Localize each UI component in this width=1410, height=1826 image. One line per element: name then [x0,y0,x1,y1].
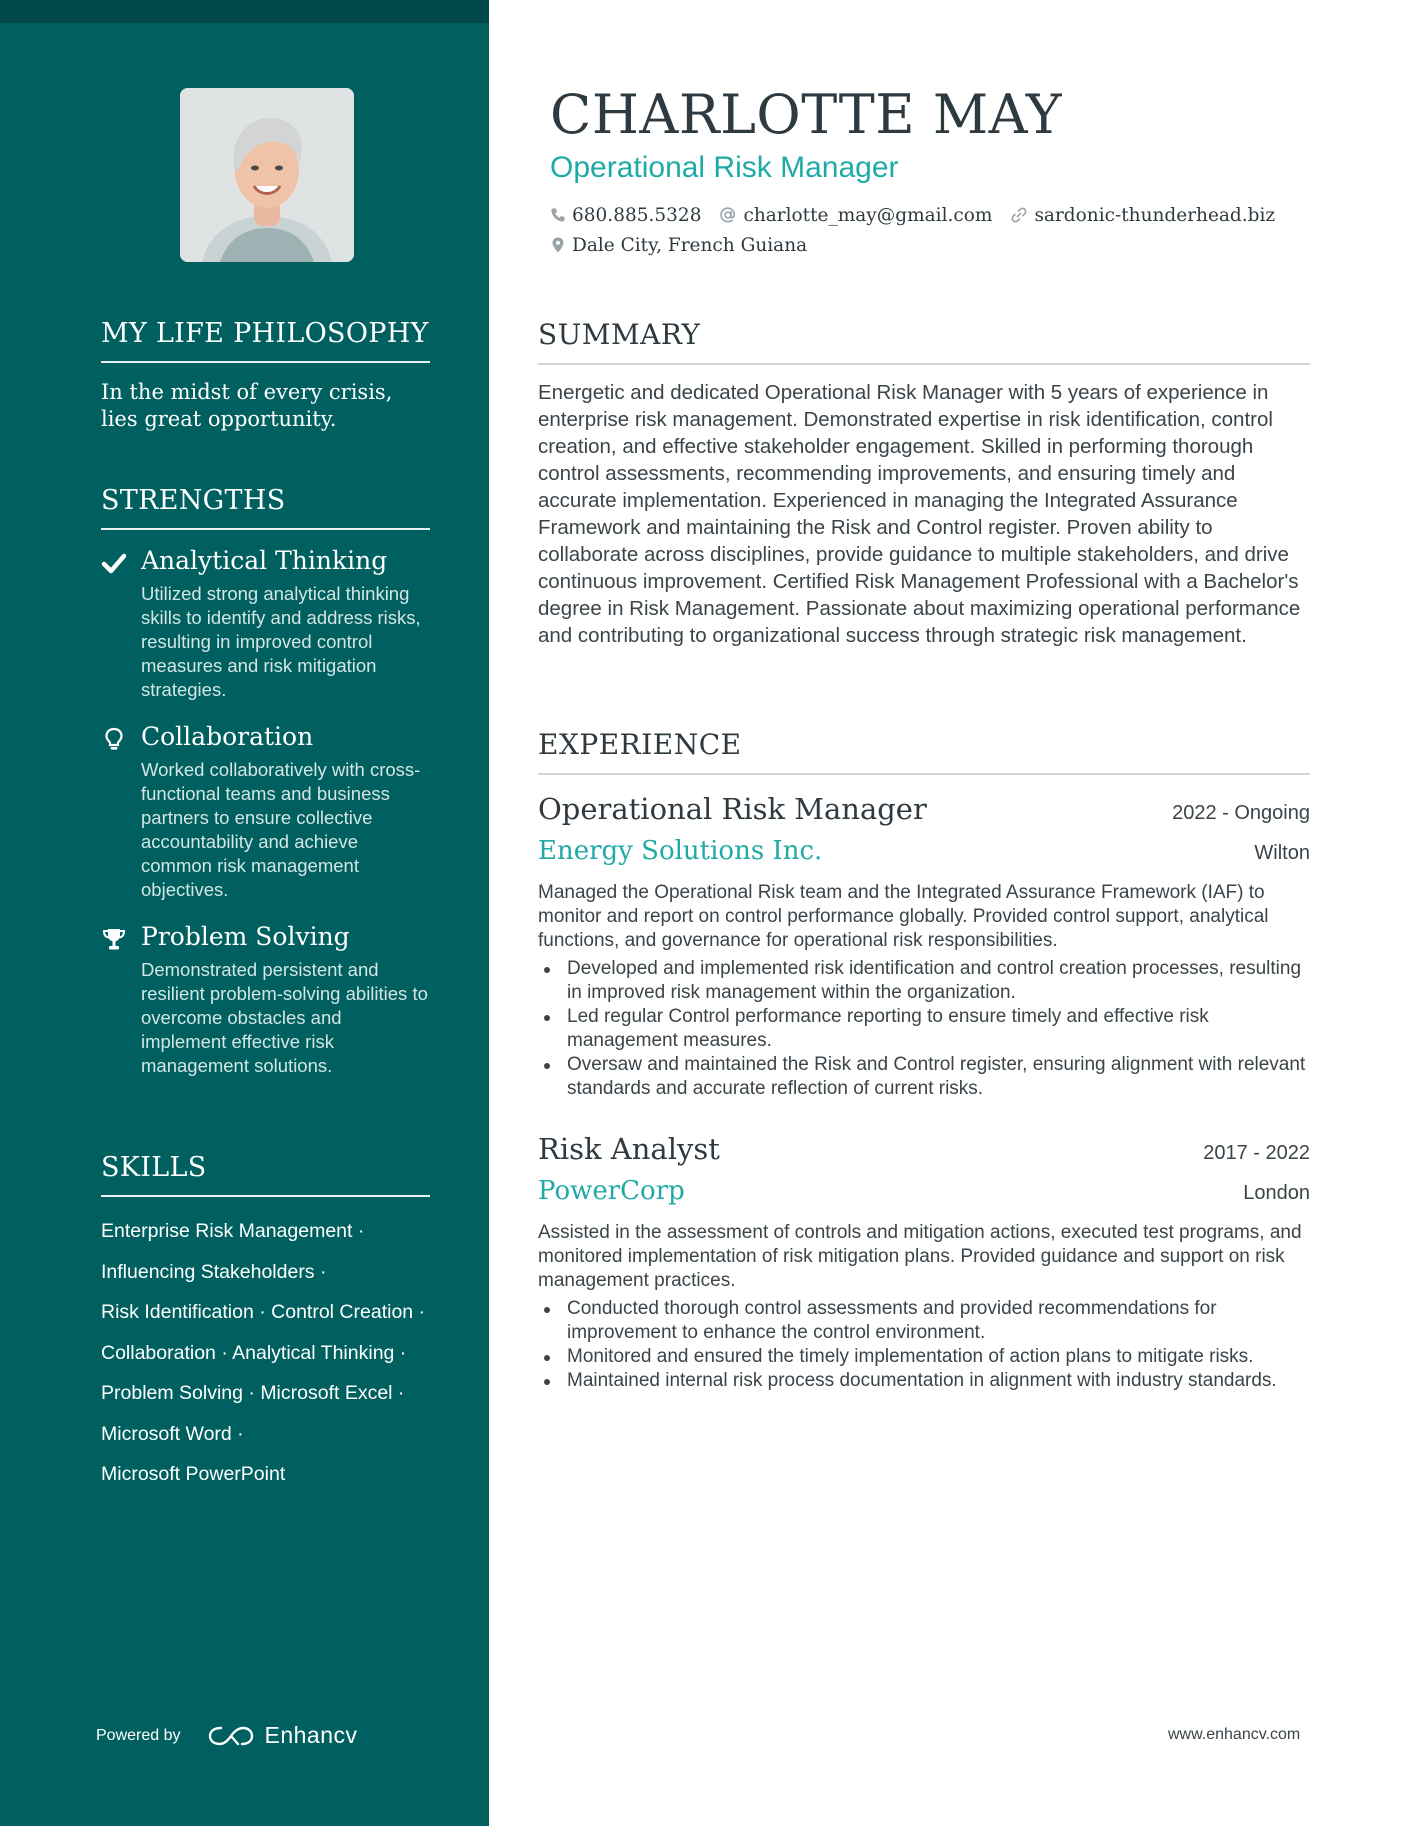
job-bullets [538,1297,1310,1393]
profile-photo [180,88,354,262]
summary-text: Energetic and dedicated Operational Risk Manager with 5 years of experience in enterprise risk management. Demonstrated expertise in risk identification, control creation, and effective stakeholder engagement. Skilled in performing thorough control assessments, recommending improvements, and ensuring timely and accurate implementation. Experienced in managing the Integrated Assurance Framework and maintaining the Risk and Control register. Proven ability to collaborate across disciplines, provide guidance to multiple stakeholders, and drive continuous improvement. Certified Risk Management Professional with a Bachelor's degree in Risk Management. Passionate about maximizing operational performance and contributing to organizational success through strategic risk management. [538,381,1301,647]
job-bullet: Monitored and ensured the timely implementation of action plans to mitigate risks. [538,1345,1310,1369]
job-location: Wilton [1254,842,1310,864]
job-company-row [538,829,1310,873]
job-company: Energy Solutions Inc. [538,836,823,866]
strength-item [101,720,430,902]
job-role: Risk Analyst [538,1132,720,1166]
website-text: sardonic-thunderhead.biz [1034,204,1276,226]
job-dates: 2017 - 2022 [1203,1142,1310,1164]
check-icon [101,550,127,576]
experience-section [538,728,1310,1393]
link-icon [1010,206,1028,224]
sidebar-top-bar [0,0,489,23]
resume-header [550,82,1310,260]
location-pin-icon [550,236,566,254]
enhancv-wordmark: Enhancv [264,1722,358,1748]
job-role-row [538,1129,1310,1169]
enhancv-logo-icon [207,1724,255,1748]
skill-line: Influencing Stakeholders · [101,1260,327,1283]
trophy-icon [101,926,127,952]
at-icon [719,206,737,224]
job-bullet: Conducted thorough control assessments and provided recommendations for improvement to enhance the control environment. [538,1297,1310,1345]
philosophy-heading: MY LIFE PHILOSOPHY [101,318,430,363]
skill-line: Microsoft Word · [101,1422,244,1445]
phone-icon [550,207,566,223]
job-entry [538,1129,1310,1393]
skills-list [101,1211,430,1495]
contact-info [550,200,1310,260]
strength-item [101,544,430,702]
enhancv-logo[interactable] [207,1722,358,1749]
job-description: Assisted in the assessment of controls and mitigation actions, executed test programs, and monitored implementation of risk mitigation plans. Provided guidance and support on risk management practices. [538,1222,1302,1291]
contact-location [550,235,807,256]
strengths-section [101,485,430,1078]
powered-by-label: Powered by [96,1726,181,1744]
job-role-row [538,789,1310,829]
strength-title: Analytical Thinking [141,546,388,575]
skill-line: Problem Solving · Microsoft Excel · [101,1382,405,1404]
skill-line: Microsoft PowerPoint [101,1463,286,1485]
skills-section [101,1152,430,1495]
strengths-heading: STRENGTHS [101,485,430,530]
skill-line: Collaboration · Analytical Thinking · [101,1341,407,1364]
powered-by [96,1722,358,1749]
contact-row [550,230,1310,260]
candidate-name: CHARLOTTE MAY [550,83,1063,146]
contact-website[interactable] [1010,205,1275,226]
job-bullets [538,957,1310,1101]
skill-line: Enterprise Risk Management · [101,1220,365,1242]
job-bullet: Maintained internal risk process documentation in alignment with industry standards. [538,1369,1310,1393]
skill-line: Risk Identification · Control Creation · [101,1301,426,1323]
philosophy-section [101,318,430,433]
strength-title: Collaboration [141,722,314,751]
strength-title: Problem Solving [141,922,350,951]
experience-heading: EXPERIENCE [538,728,1310,775]
contact-email[interactable] [719,205,992,226]
job-entry [538,789,1310,1101]
lightbulb-icon [101,726,127,752]
strength-item [101,920,430,1078]
job-bullet: Led regular Control performance reporting to ensure timely and effective risk management measures. [538,1005,1310,1053]
job-company: PowerCorp [538,1176,685,1206]
summary-heading: SUMMARY [538,318,1310,365]
location-text: Dale City, French Guiana [572,234,808,256]
candidate-title: Operational Risk Manager [550,151,899,184]
job-dates: 2022 - Ongoing [1172,802,1310,824]
contact-phone[interactable] [550,205,701,226]
job-description: Managed the Operational Risk team and the Integrated Assurance Framework (IAF) to monitor and report on control performance globally. Provided control support, analytical functions, and governance for operational risk responsibilities. [538,882,1269,951]
phone-text: 680.885.5328 [572,204,702,226]
philosophy-quote: In the midst of every crisis, lies great opportunity. [101,380,393,431]
job-role: Operational Risk Manager [538,792,927,826]
sidebar [0,0,489,1826]
summary-section [538,318,1310,649]
email-text: charlotte_may@gmail.com [743,204,993,226]
job-bullet: Oversaw and maintained the Risk and Control register, ensuring alignment with relevant standards and accurate reflection of current risks. [538,1053,1310,1101]
strength-description: Demonstrated persistent and resilient problem-solving abilities to overcome obstacles and implement effective risk management solutions. [141,959,428,1076]
job-company-row [538,1169,1310,1213]
skills-heading: SKILLS [101,1152,430,1197]
strength-description: Worked collaboratively with cross-functional teams and business partners to ensure collective accountability and achieve common risk management objectives. [141,759,421,900]
strength-description: Utilized strong analytical thinking skills to identify and address risks, resulting in improved control measures and risk mitigation strategies. [141,583,421,700]
footer-url-link[interactable]: www.enhancv.com [1168,1726,1301,1743]
job-location: London [1243,1182,1310,1204]
contact-row [550,200,1310,230]
job-bullet: Developed and implemented risk identification and control creation processes, resulting in improved risk management within the organization. [538,957,1310,1005]
